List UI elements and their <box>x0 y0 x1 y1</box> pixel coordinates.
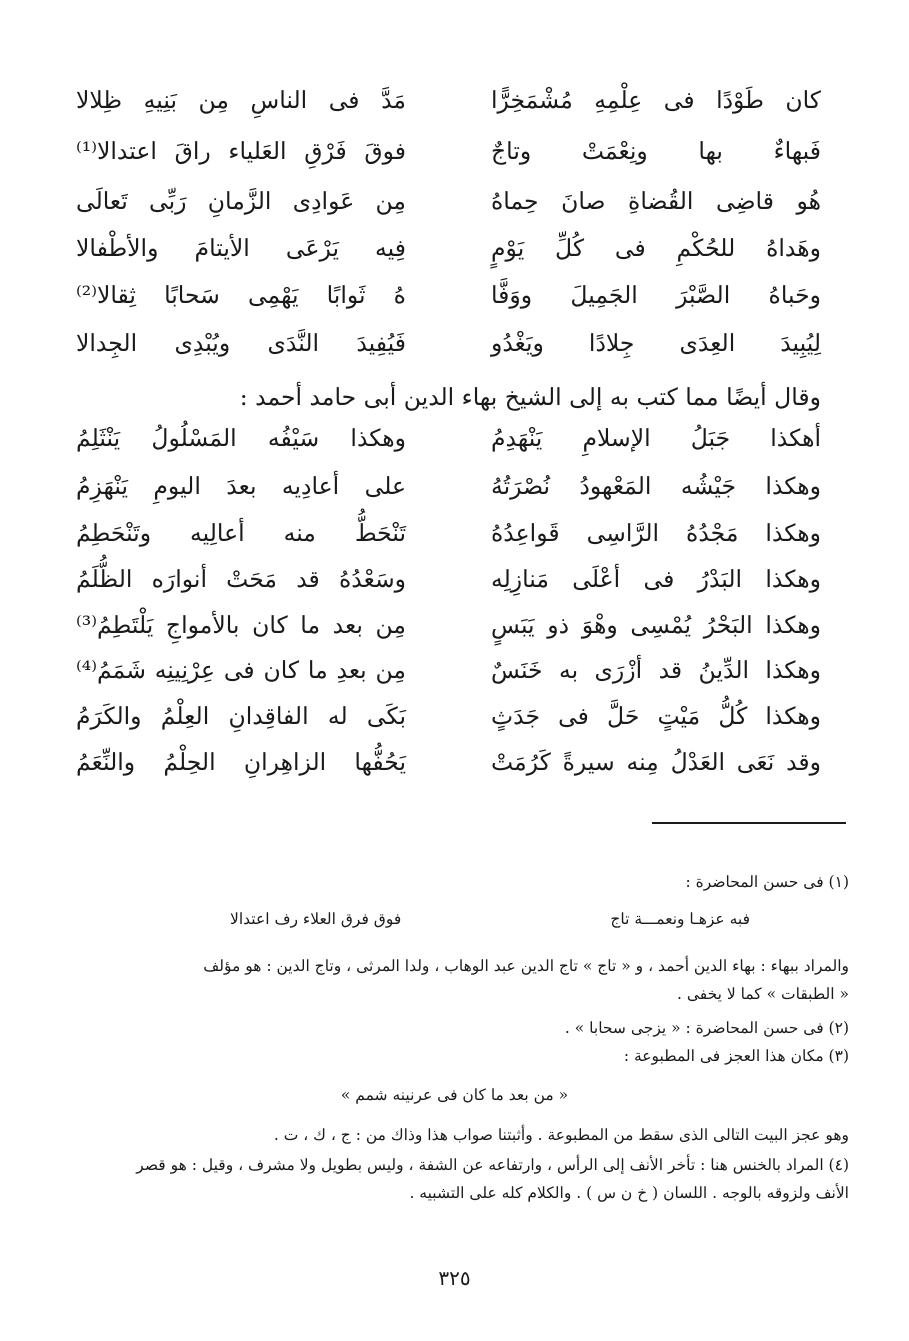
verse-first-hemistich: وقد نَعَى العَدْلُ مِنه سيرةً كَرُمَتْ <box>491 748 821 776</box>
verse-second-hemistich: وسَعْدُهُ قد مَحَتْ أنوارَه الظُّلَمُ <box>76 565 406 593</box>
verse-first-hemistich: فَبهاءٌ بها ونِعْمَتْ وتاجٌ <box>491 137 821 165</box>
verse-second-hemistich: بَكَى له الفاقِدانِ العِلْمُ والكَرَمُ <box>76 702 406 730</box>
verse-second-hemistich: فَيُفِيدَ النَّدَى ويُبْدِى الجِدالا <box>76 329 406 357</box>
verse-first-hemistich: وهكذا البَدْرُ فى أعْلَى مَنازِلِه <box>491 565 821 593</box>
footnote-3-text: وهو عجز البيت التالى الذى سقط من المطبوعة . وأثبتنا صواب هذا وذاك من : ج ، ك ، ت . <box>273 1126 849 1144</box>
verse-second-hemistich: فِيه يَرْعَى الأيتامَ والأطْفالا <box>76 234 406 262</box>
verse-line <box>76 77 821 123</box>
footnote-3-quote: « من بعد ما كان فى عرنينه شمم » <box>340 1086 569 1104</box>
verse-first-hemistich: لِيُبِيدَ العِدَى جِلادًا ويَغْدُو <box>491 329 821 357</box>
verse-second-hemistich: تَنْحَطُّ منه أعالِيه وتَنْحَطِمُ <box>76 519 406 547</box>
verse-line <box>76 128 821 174</box>
footnote-separator <box>652 822 846 824</box>
footnote-4-text: الأنف ولزوقه بالوجه . اللسان ( خ ن س ) . والكلام كله على التشبيه . <box>409 1184 849 1202</box>
page-number: ٣٢٥ <box>438 1266 471 1290</box>
verse-first-hemistich: وهكذا البَحْرُ يُمْسِى وهْوَ ذو يَبَسٍ <box>491 611 821 639</box>
verse-first-hemistich: وهكذا الدِّينُ قد أزْرَى به خَنَسٌ <box>491 656 821 684</box>
verse-line <box>76 415 821 461</box>
verse-second-hemistich: مَدَّ فى الناسِ مِن بَنِيهِ ظِلالا <box>76 86 406 114</box>
verse-second-hemistich: وهكذا سَيْفُه المَسْلُولُ يَنْثَلِمُ <box>76 424 406 452</box>
verse-second-hemistich: فوقَ فَرْقِ العَلياء راقَ اعتدالا⁽¹⁾ <box>76 137 406 165</box>
footnote-verse-first: فبه عزهـا ونعمـــة تاج <box>610 910 750 928</box>
verse-line <box>76 602 821 648</box>
verse-line <box>76 510 821 556</box>
footnote-2: (٢) فى حسن المحاضرة : « يزجى سحابا » . <box>564 1019 849 1037</box>
verse-first-hemistich: هُو قاضِى القُضاةِ صانَ حِماهُ <box>491 187 821 215</box>
verse-second-hemistich: مِن بعد ما كان بالأمواجِ يَلْتَطِمُ⁽³⁾ <box>76 611 406 639</box>
verse-second-hemistich: يَحُفُّها الزاهِرانِ الحِلْمُ والنِّعَمُ <box>76 748 406 776</box>
verse-line <box>76 463 821 509</box>
verse-first-hemistich: وحَباهُ الصَّبْرَ الجَمِيلَ ووَفَّا <box>491 281 821 309</box>
footnote-verse-second: فوق فرق العلاء رف اعتدالا <box>230 910 402 928</box>
verse-line <box>76 272 821 318</box>
verse-line <box>76 739 821 785</box>
footnote-1-text: والمراد ببهاء : بهاء الدين أحمد ، و « تاج » تاج الدين عبد الوهاب ، ولدا المرثى ، وتاج الدين : هو مؤلف <box>203 957 849 975</box>
footnote-1-heading: (١) فى حسن المحاضرة : <box>685 873 849 891</box>
verse-line <box>76 225 821 271</box>
verse-second-hemistich: على أعادِيه بعدَ اليومِ يَنْهَزِمُ <box>76 472 406 500</box>
verse-first-hemistich: أهكذا جَبَلُ الإسلامِ يَنْهَدِمُ <box>491 424 821 452</box>
footnote-3-heading: (٣) مكان هذا العجز فى المطبوعة : <box>623 1047 849 1065</box>
verse-second-hemistich: هُ ثَوابًا يَهْمِى سَحابًا ثِقالا⁽²⁾ <box>76 281 406 309</box>
footnote-1-text: « الطبقات » كما لا يخفى . <box>676 985 849 1003</box>
verse-line <box>76 178 821 224</box>
verse-second-hemistich: مِن عَوادِى الزَّمانِ رَبِّى تَعالَى <box>76 187 406 215</box>
verse-line <box>76 647 821 693</box>
intro-line: وقال أيضًا مما كتب به إلى الشيخ بهاء الدين أبى حامد أحمد : <box>239 383 821 411</box>
verse-first-hemistich: وهكذا كُلُّ مَيْتٍ حَلَّ فى جَدَثٍ <box>491 702 821 730</box>
verse-first-hemistich: كان طَوْدًا فى عِلْمِهِ مُشْمَخِرًّا <box>491 86 821 114</box>
footnote-4-text: (٤) المراد بالخنس هنا : تأخر الأنف إلى الرأس ، وارتفاعه عن الشفة ، وليس بطويل ولا مشرف ، وقيل : هو قصر <box>136 1156 849 1174</box>
footnote-1-verse <box>230 905 750 933</box>
verse-second-hemistich: مِن بعدِ ما كان فى عِرْنِينِه شَمَمُ⁽⁴⁾ <box>76 656 406 684</box>
verse-first-hemistich: وهكذا مَجْدُهُ الرَّاسِى قَواعِدُهُ <box>491 519 821 547</box>
verse-line <box>76 320 821 366</box>
verse-line <box>76 556 821 602</box>
verse-first-hemistich: وهكذا جَيْشُه المَعْهودُ نُصْرَتُهُ <box>491 472 821 500</box>
verse-line <box>76 693 821 739</box>
verse-first-hemistich: وهَداهُ للحُكْمِ فى كُلِّ يَوْمٍ <box>491 234 821 262</box>
